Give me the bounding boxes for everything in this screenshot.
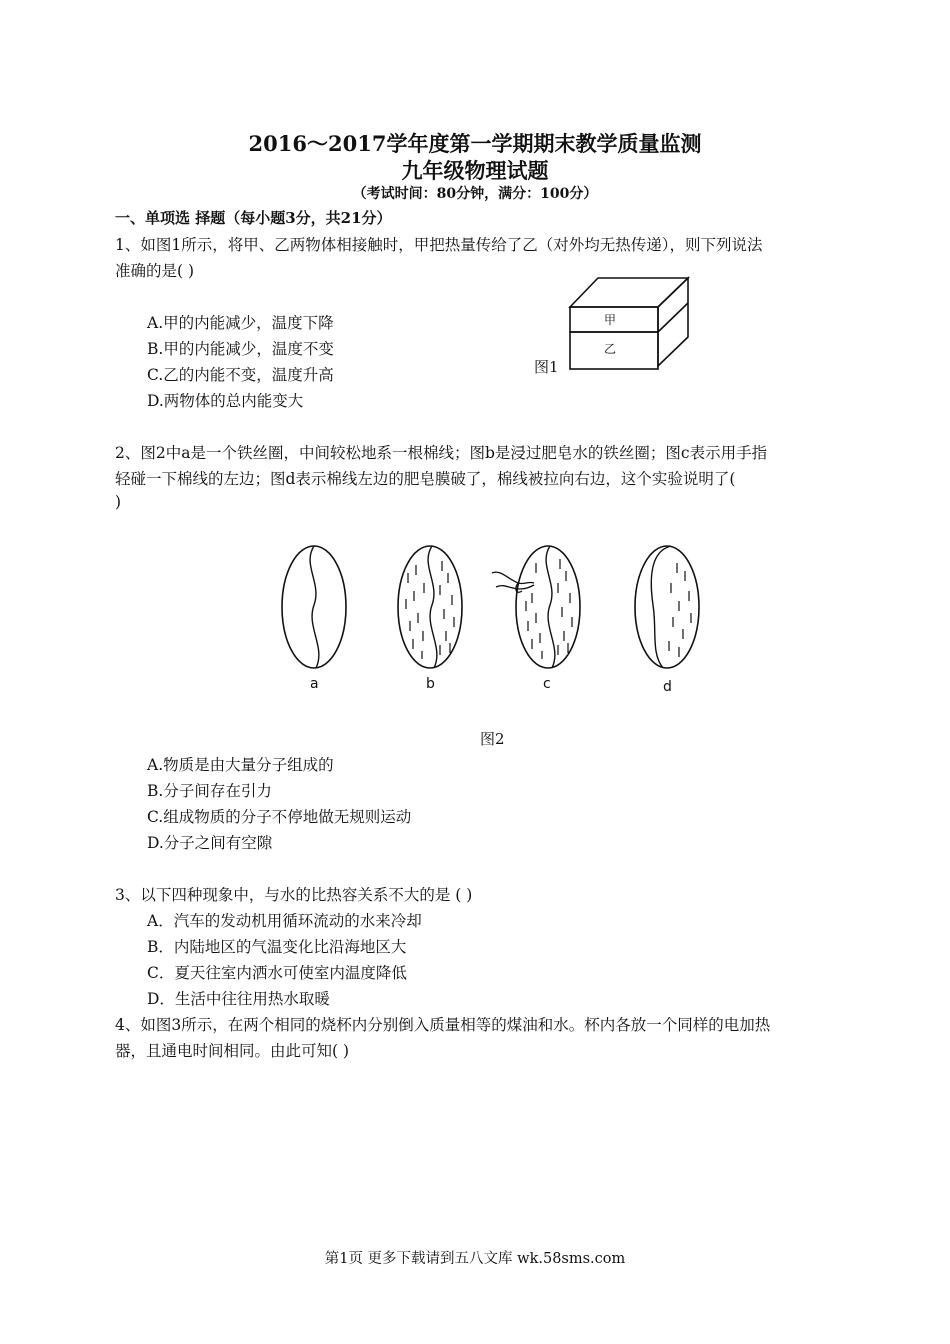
q3-option-b: B．内陆地区的气温变化比沿海地区大 [147,938,407,956]
figure1-bottom-label: 乙 [604,342,617,356]
exam-info: （考试时间：80分钟，满分：100分） [352,186,598,202]
q2-option-c: C.组成物质的分子不停地做无规则运动 [147,808,412,826]
q4-line2: 器，且通电时间相同。由此可知( ) [115,1042,350,1060]
q1-line1: 1、如图1所示，将甲、乙两物体相接触时，甲把热量传给了乙（对外均无热传递），则下列说法 [115,236,763,254]
q3-option-a: A．汽车的发动机用循环流动的水来冷却 [147,912,422,930]
q3-line1: 3、以下四种现象中，与水的比热容关系不大的是 ( ) [115,886,473,904]
section-heading: 一、单项选 择题（每小题3分，共21分） [115,209,392,227]
q1-line2: 准确的是( ) [115,262,195,280]
exam-title-line2: 九年级物理试题 [401,158,549,183]
q2-line1: 2、图2中a是一个铁丝圈，中间较松地系一根棉线；图b是浸过肥皂水的铁丝圈；图c表示用手指 [115,444,768,462]
figure2-loop-b [396,543,466,673]
q2-line3: ) [115,493,122,511]
figure2-loop-c [490,543,590,673]
figure2-label-d: d [663,679,672,695]
q2-option-b: B.分子间存在引力 [147,782,272,800]
page-footer: 第1页 更多下载请到五八文库 wk.58sms.com [324,1251,626,1267]
q1-option-d: D.两物体的总内能变大 [147,392,304,410]
q4-line1: 4、如图3所示，在两个相同的烧杯内分别倒入质量相等的煤油和水。杯内各放一个同样的电加热 [115,1016,771,1034]
figure2-loop-d [633,543,703,673]
figure2-loop-a [280,543,350,673]
q3-option-c: C．夏天往室内洒水可使室内温度降低 [147,964,407,982]
figure1-blocks [560,270,700,410]
q2-option-d: D.分子之间有空隙 [147,834,273,852]
q3-option-d: D．生活中往往用热水取暖 [147,990,330,1008]
figure1-caption: 图1 [534,358,559,376]
figure1-top-label: 甲 [604,313,617,327]
exam-title-line1: 2016～2017学年度第一学期期末教学质量监测 [248,131,702,156]
figure2-label-c: c [543,676,551,692]
figure2-label-a: a [310,676,319,692]
q1-option-a: A.甲的内能减少，温度下降 [147,314,334,332]
q2-option-a: A.物质是由大量分子组成的 [147,756,334,774]
q2-line2: 轻碰一下棉线的左边；图d表示棉线左边的肥皂膜破了，棉线被拉向右边，这个实验说明了( [115,470,736,488]
q1-option-c: C.乙的内能不变，温度升高 [147,366,334,384]
q1-option-b: B.甲的内能减少，温度不变 [147,340,334,358]
figure2-caption: 图2 [480,730,505,748]
figure2-label-b: b [426,676,435,692]
